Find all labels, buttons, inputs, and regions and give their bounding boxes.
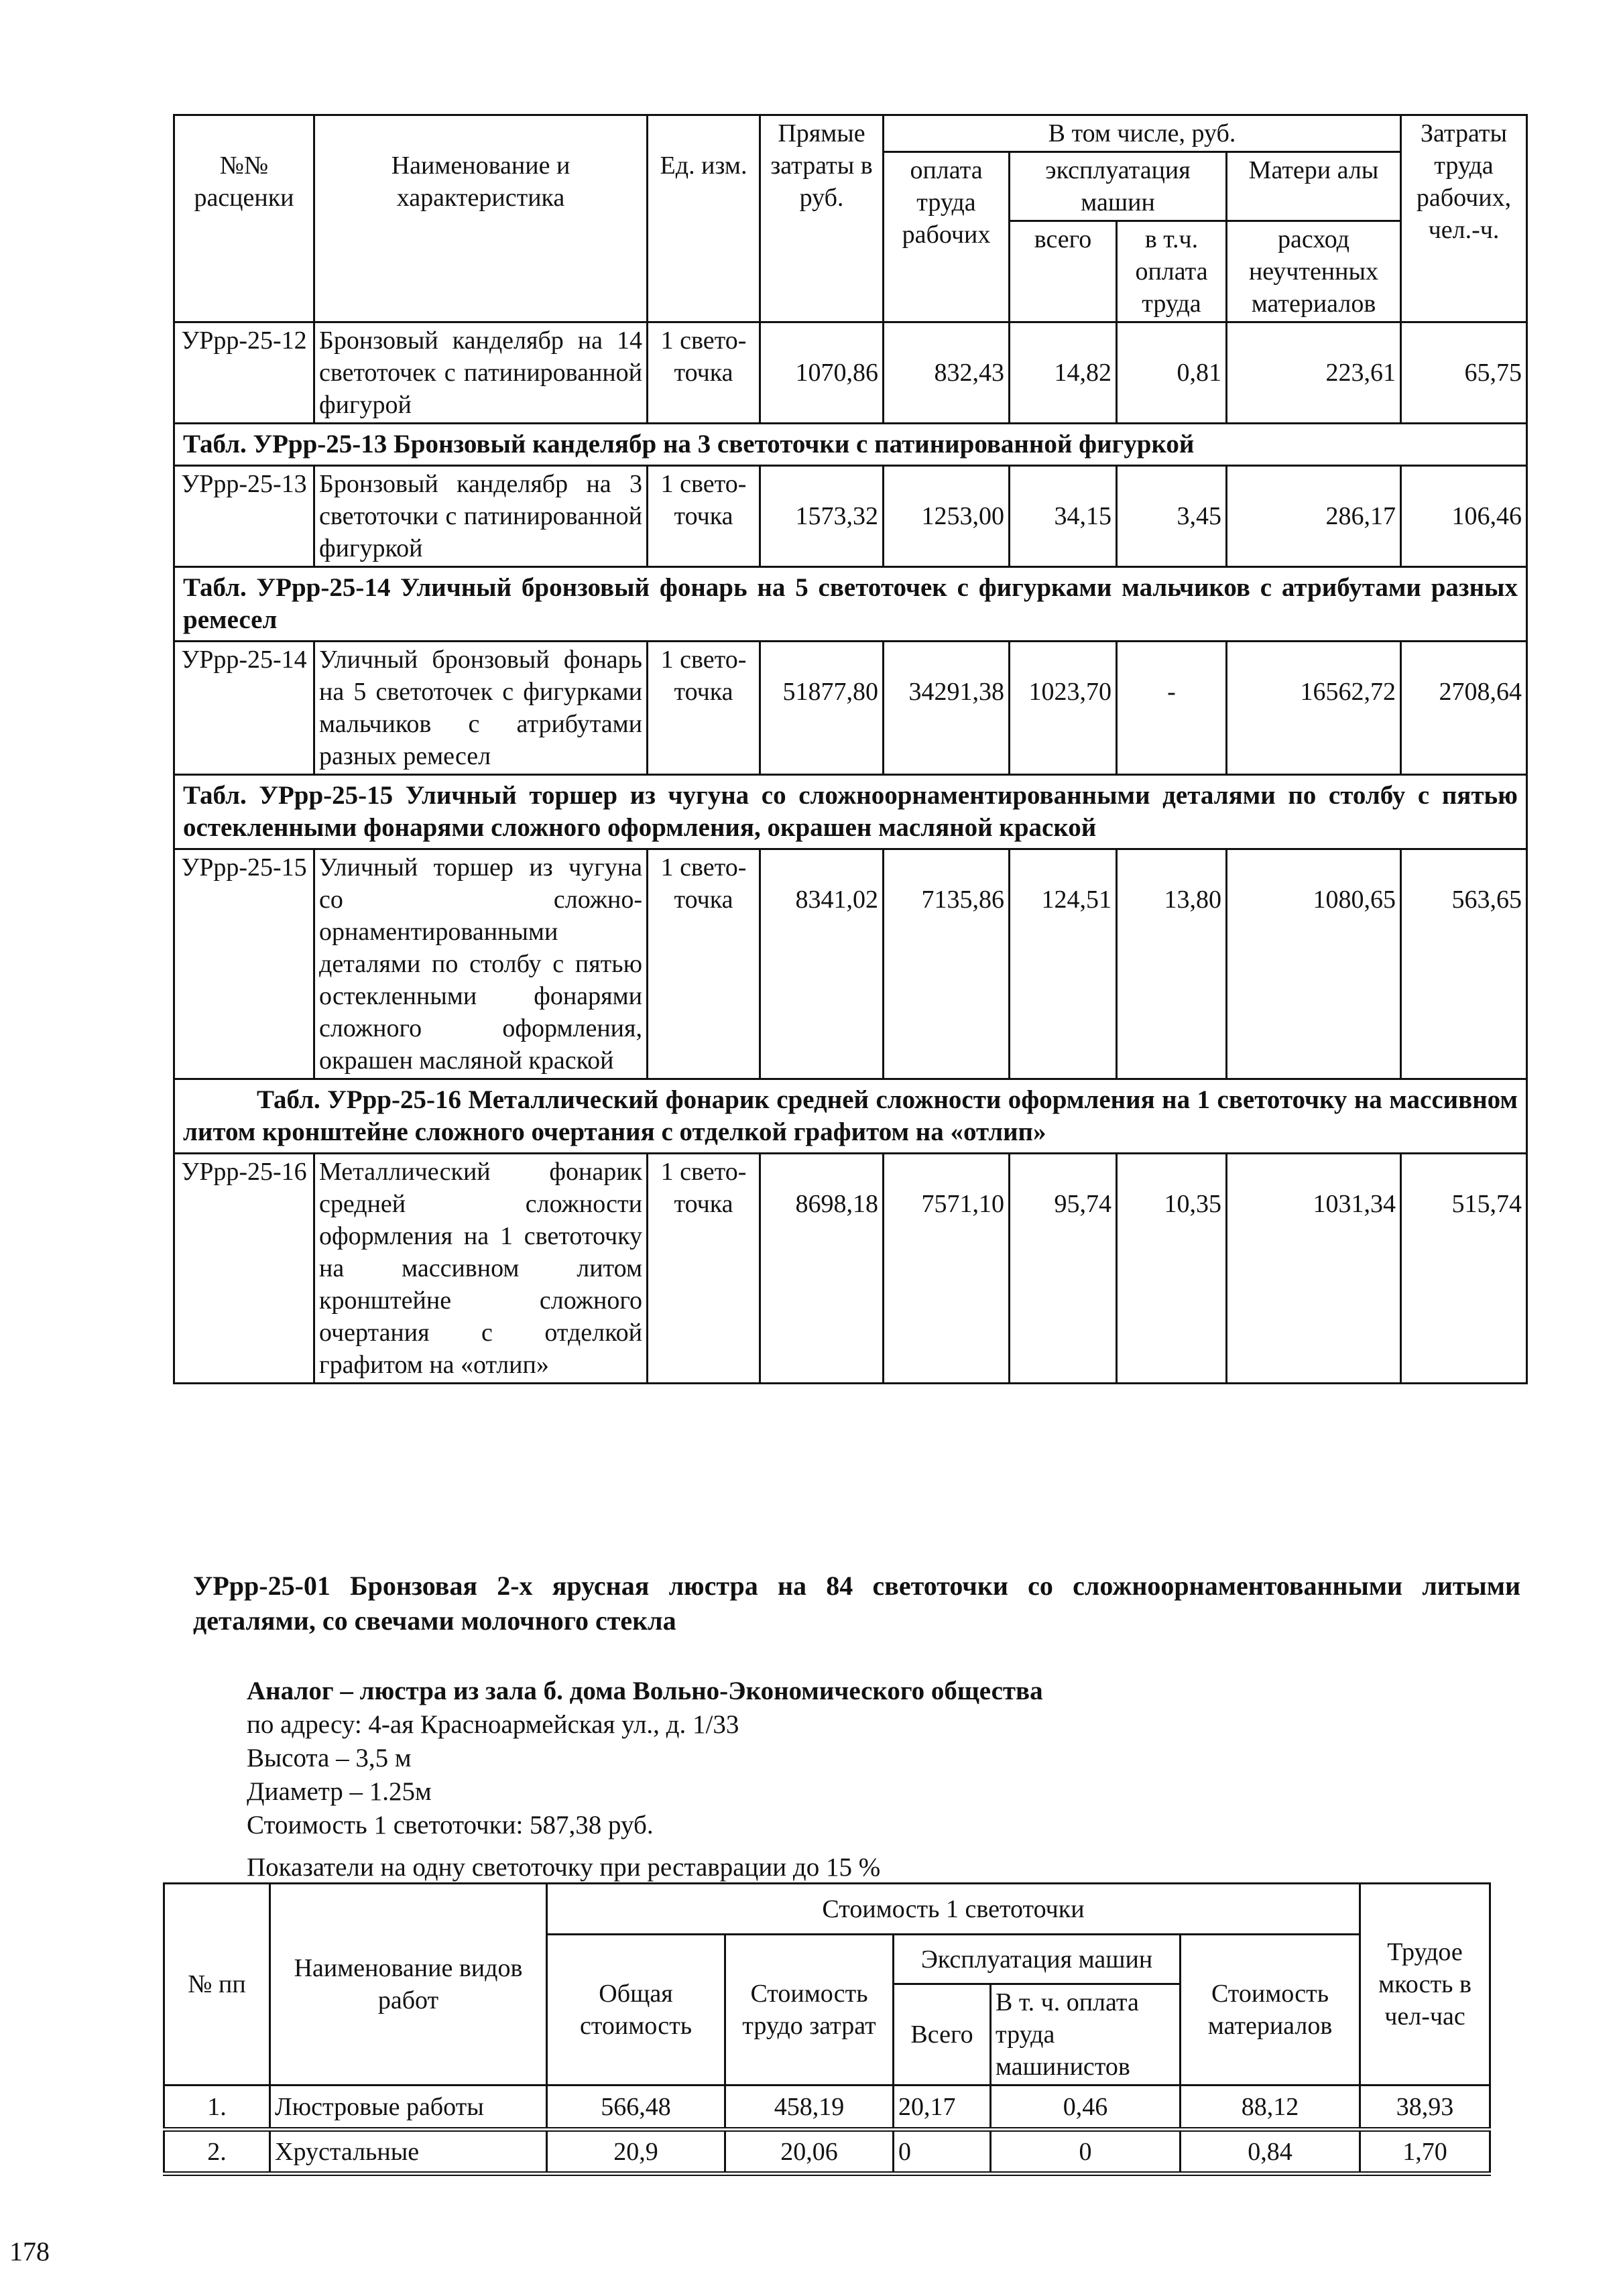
row-mach-wages: 0,46 (991, 2086, 1181, 2130)
row-unit: 1 свето-точка (648, 642, 760, 775)
row-num: 1. (164, 2086, 270, 2130)
row-name: Бронзовый канделябр на 3 светоточки с патинированной фигуркой (314, 466, 648, 567)
row-labor: 65,75 (1401, 322, 1527, 424)
page-number: 178 (9, 2236, 50, 2267)
row-name: Уличный бронзовый фонарь на 5 светоточек с фигурками мальчиков с атрибутами разных ремесел (314, 642, 648, 775)
table-header-row (174, 115, 1527, 152)
row-materials: 286,17 (1227, 466, 1401, 567)
section-title: Табл. УРрр-25-13 Бронзовый канделябр на 3 светоточки с патинированной фигуркой (174, 424, 1527, 466)
analog-height: Высота – 3,5 м (247, 1744, 412, 1772)
row-mach-total: 34,15 (1010, 466, 1117, 567)
row-direct: 8341,02 (760, 849, 884, 1079)
row-wages: 7135,86 (884, 849, 1010, 1079)
section-row (174, 1079, 1527, 1154)
table-row (174, 642, 1527, 775)
row-direct: 1070,86 (760, 322, 884, 424)
row-wages: 34291,38 (884, 642, 1010, 775)
header-mach-wages: В т. ч. оплата труда машинистов (991, 1984, 1181, 2086)
header-machines: Эксплуатация машин (894, 1935, 1181, 1984)
header-labor-cost: Стоимость трудо затрат (725, 1935, 894, 2086)
row-materials: 1031,34 (1227, 1154, 1401, 1384)
table-row (164, 2086, 1490, 2130)
header-cost-group: Стоимость 1 светоточки (547, 1884, 1360, 1935)
row-unit: 1 свето-точка (648, 849, 760, 1079)
header-direct: Прямые затраты в руб. (760, 115, 884, 322)
row-mach-total: 20,17 (894, 2086, 991, 2130)
table-row (174, 466, 1527, 567)
row-materials: 223,61 (1227, 322, 1401, 424)
header-mach-total: всего (1010, 221, 1117, 322)
analog-address: по адресу: 4-ая Красноармейская ул., д. 1/33 (247, 1710, 739, 1739)
row-num: 2. (164, 2130, 270, 2174)
row-materials: 1080,65 (1227, 849, 1401, 1079)
header-incl: В том числе, руб. (884, 115, 1401, 152)
header-name: Наименование и характеристика (314, 115, 648, 322)
analog-block (247, 1675, 1520, 1842)
row-code: УРрр-25-12 (174, 322, 314, 424)
row-code: УРрр-25-15 (174, 849, 314, 1079)
rates-table (173, 114, 1528, 1384)
header-labor: Затраты труда рабочих, чел.-ч. (1401, 115, 1527, 322)
row-name: Люстровые работы (270, 2086, 547, 2130)
section-title: Табл. УРрр-25-14 Уличный бронзовый фонарь на 5 светоточек с фигурками мальчиков с атрибутами разных ремесел (174, 567, 1527, 642)
row-name: Бронзовый канделябр на 14 светоточек с патинированной фигурой (314, 322, 648, 424)
row-mach-wages: 13,80 (1117, 849, 1227, 1079)
row-labor: 2708,64 (1401, 642, 1527, 775)
row-materials: 16562,72 (1227, 642, 1401, 775)
header-mach-wages: в т.ч. оплата труда (1117, 221, 1227, 322)
row-code: УРрр-25-14 (174, 642, 314, 775)
header-num: №№ расценки (174, 115, 314, 322)
table-caption: Показатели на одну светоточку при реставрации до 15 % (247, 1853, 881, 1882)
row-mach-total: 14,82 (1010, 322, 1117, 424)
row-name: Металлический фонарик средней сложности оформления на 1 светоточку на массивном литом кронштейне сложного очертания с отделкой графитом на «отлип» (314, 1154, 648, 1384)
row-mach-wages: 10,35 (1117, 1154, 1227, 1384)
row-unit: 1 свето-точка (648, 322, 760, 424)
row-direct: 51877,80 (760, 642, 884, 775)
table-row (164, 2130, 1490, 2174)
row-total: 566,48 (547, 2086, 725, 2130)
section-title: Табл. УРрр-25-15 Уличный торшер из чугуна со сложноорнаментированными деталями по столбу с пятью остекленными фонарями сложного оформления, окрашен масляной краской (174, 775, 1527, 849)
analog-title: Аналог – люстра из зала б. дома Вольно-Экономического общества (247, 1677, 1043, 1705)
header-total: Общая стоимость (547, 1935, 725, 2086)
row-wages: 7571,10 (884, 1154, 1010, 1384)
header-mach-total: Всего (894, 1984, 991, 2086)
header-labor: Трудое мкость в чел-час (1360, 1884, 1490, 2086)
row-name: Уличный торшер из чугуна со сложно-орнаментированными деталями по столбу с пятью остекленными фонарями сложного оформления, окрашен масляной краской (314, 849, 648, 1079)
row-code: УРрр-25-13 (174, 466, 314, 567)
table-header-row (164, 1884, 1490, 1935)
table-row (174, 1154, 1527, 1384)
row-mach-total: 1023,70 (1010, 642, 1117, 775)
row-code: УРрр-25-16 (174, 1154, 314, 1384)
row-mach-wages: 0,81 (1117, 322, 1227, 424)
section-row (174, 424, 1527, 466)
row-wages: 1253,00 (884, 466, 1010, 567)
row-mach-total: 0 (894, 2130, 991, 2174)
header-materials: Стоимость материалов (1181, 1935, 1360, 2086)
row-labor: 38,93 (1360, 2086, 1490, 2130)
section-heading: УРрр-25-01 Бронзовая 2-х ярусная люстра на 84 светоточки со сложноорнаментованными литыми деталями, со свечами молочного стекла (193, 1571, 1520, 1636)
section-row (174, 775, 1527, 849)
header-materials: Матери алы (1227, 152, 1401, 221)
row-labor: 1,70 (1360, 2130, 1490, 2174)
header-num: № пп (164, 1884, 270, 2086)
header-wages: оплата труда рабочих (884, 152, 1010, 322)
table-row (174, 322, 1527, 424)
row-labor: 515,74 (1401, 1154, 1527, 1384)
header-unit: Ед. изм. (648, 115, 760, 322)
section-row (174, 567, 1527, 642)
row-unit: 1 свето-точка (648, 1154, 760, 1384)
row-labor: 106,46 (1401, 466, 1527, 567)
header-materials-sub: расход неучтенных материалов (1227, 221, 1401, 322)
row-total: 20,9 (547, 2130, 725, 2174)
row-direct: 8698,18 (760, 1154, 884, 1384)
analog-cost: Стоимость 1 светоточки: 587,38 руб. (247, 1811, 654, 1839)
row-mach-wages: 3,45 (1117, 466, 1227, 567)
row-materials: 0,84 (1181, 2130, 1360, 2174)
table-row (174, 849, 1527, 1079)
row-mach-wages: 0 (991, 2130, 1181, 2174)
row-labor-cost: 458,19 (725, 2086, 894, 2130)
row-mach-total: 95,74 (1010, 1154, 1117, 1384)
row-wages: 832,43 (884, 322, 1010, 424)
row-labor: 563,65 (1401, 849, 1527, 1079)
row-direct: 1573,32 (760, 466, 884, 567)
row-mach-wages: - (1117, 642, 1227, 775)
row-unit: 1 свето-точка (648, 466, 760, 567)
analog-diameter: Диаметр – 1.25м (247, 1777, 432, 1806)
section-title: Табл. УРрр-25-16 Металлический фонарик средней сложности оформления на 1 светоточку на массивном литом кронштейне сложного очертания с отделкой графитом на «отлип» (174, 1079, 1527, 1154)
row-mach-total: 124,51 (1010, 849, 1117, 1079)
row-materials: 88,12 (1181, 2086, 1360, 2130)
header-machines: эксплуатация машин (1010, 152, 1227, 221)
indicators-table (163, 1882, 1491, 2176)
header-name: Наименование видов работ (270, 1884, 547, 2086)
row-labor-cost: 20,06 (725, 2130, 894, 2174)
row-name: Хрустальные (270, 2130, 547, 2174)
